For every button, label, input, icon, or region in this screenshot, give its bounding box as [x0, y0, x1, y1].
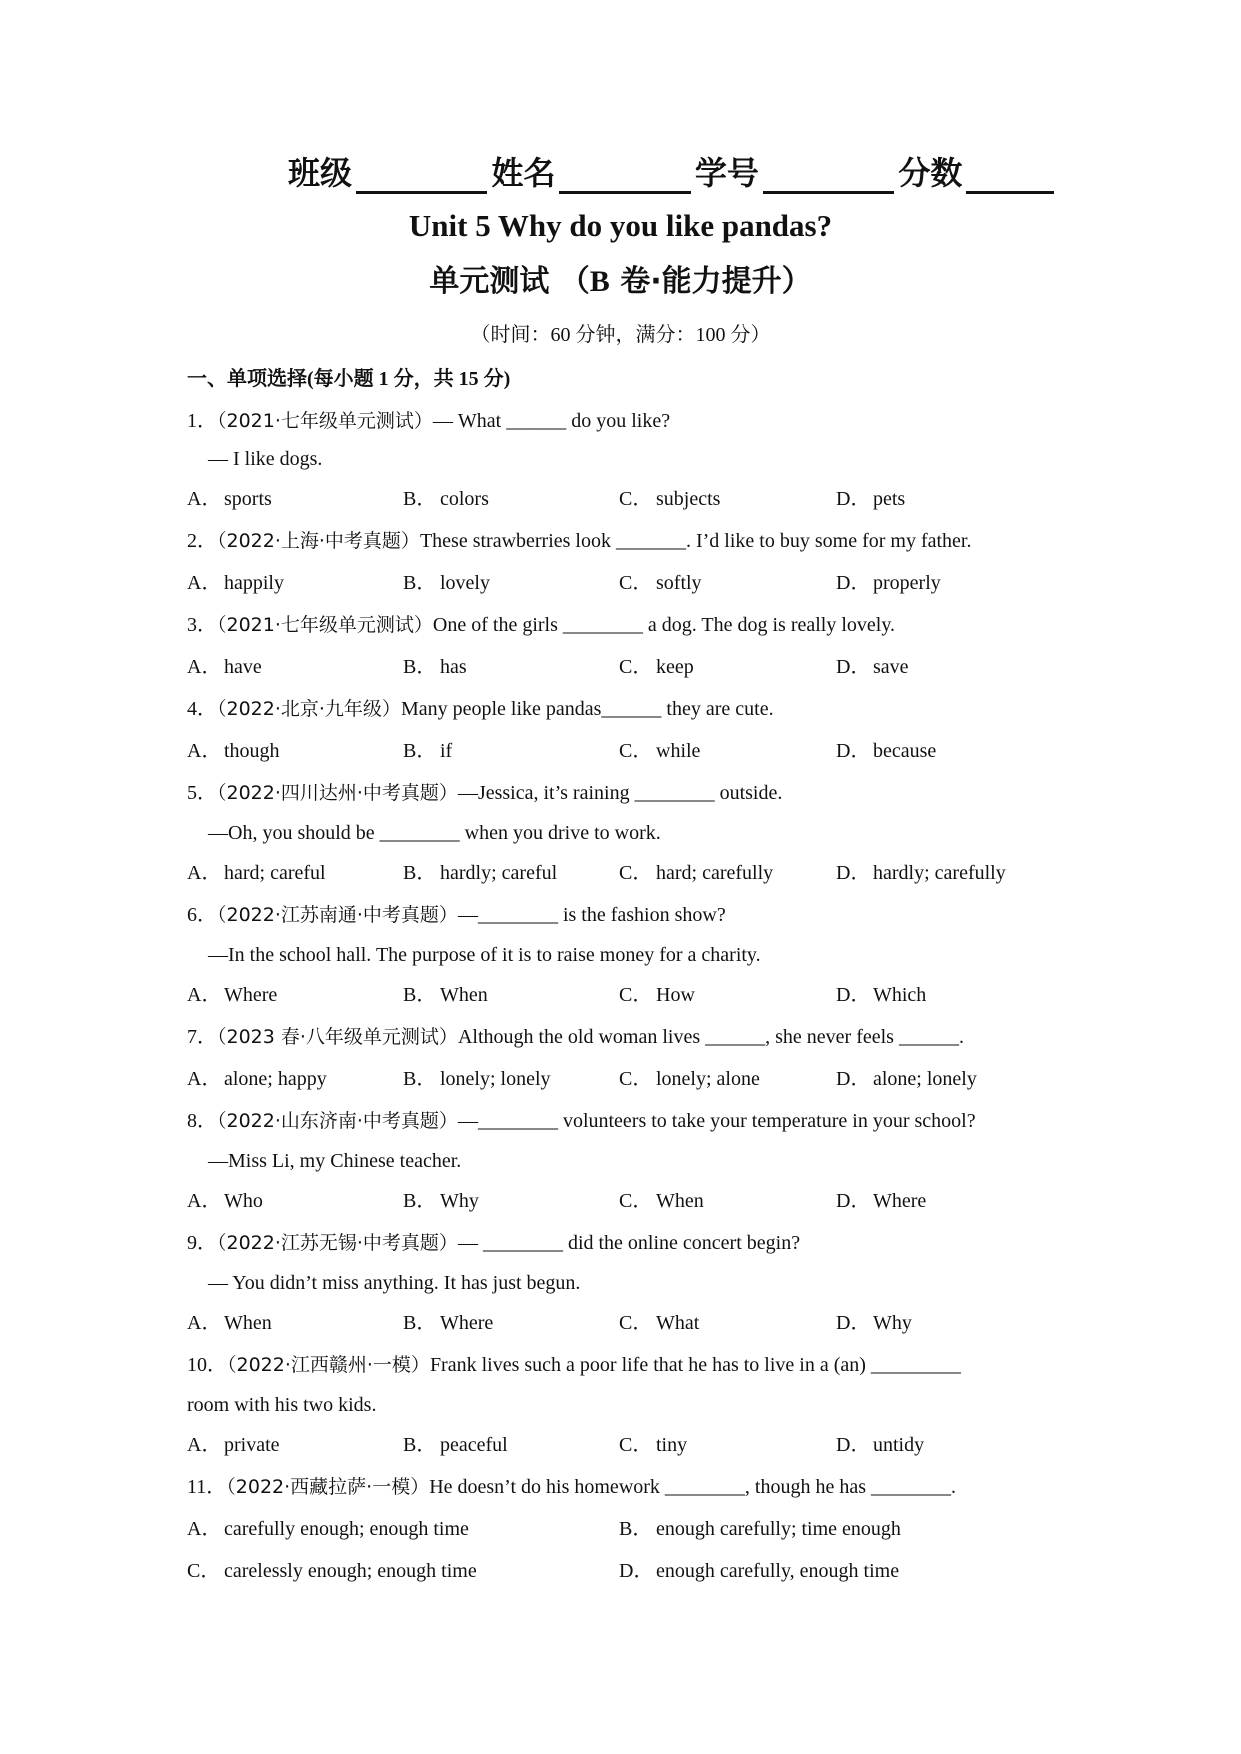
option-d[interactable]: D． Why	[836, 1312, 912, 1334]
option-a[interactable]: A． private	[187, 1434, 280, 1456]
option-a[interactable]: A． hard; careful	[187, 862, 326, 884]
option-d[interactable]: D． untidy	[836, 1434, 925, 1456]
student-id-label: 学号	[694, 154, 759, 192]
option-b[interactable]: B． lonely; lonely	[403, 1068, 551, 1090]
q-source: （2022·北京·九年级）	[217, 698, 401, 720]
question-4-options	[187, 736, 1087, 766]
option-a[interactable]: A． happily	[187, 572, 284, 594]
q-source: （2022·江苏南通·中考真题）	[217, 904, 458, 926]
option-c[interactable]: C． softly	[619, 572, 702, 594]
question-2-options	[187, 568, 1087, 598]
option-a[interactable]: A． Who	[187, 1190, 263, 1212]
subtitle-part-2: B	[589, 265, 610, 298]
q-text: Many people like pandas______ they are cute.	[400, 698, 774, 720]
q-text: — What ______ do you like?	[432, 410, 671, 432]
option-c[interactable]: C． subjects	[619, 488, 721, 510]
q-num: 5．	[187, 782, 217, 804]
q-num: 6．	[187, 904, 217, 926]
q-text: Although the old woman lives ______, she never feels ______.	[457, 1026, 964, 1048]
question-10-options	[187, 1430, 1087, 1460]
question-1-options	[187, 484, 1087, 514]
q-num: 7．	[187, 1026, 217, 1048]
q-source: （2021·七年级单元测试）	[217, 410, 433, 432]
q-num: 2．	[187, 530, 217, 552]
option-d[interactable]: D． because	[836, 740, 937, 762]
option-a[interactable]: A． Where	[187, 984, 278, 1006]
question-9-reply: — You didn’t miss anything. It has just begun.	[208, 1272, 581, 1294]
question-3-options	[187, 652, 1087, 682]
q-text: —Jessica, it’s raining ________ outside.	[457, 782, 783, 804]
option-d[interactable]: D． alone; lonely	[836, 1068, 977, 1090]
option-d[interactable]: D． hardly; carefully	[836, 862, 1006, 884]
question-9-stem	[187, 1228, 800, 1258]
option-b[interactable]: B． if	[403, 740, 453, 762]
unit-title: Unit 5 Why do you like pandas?	[408, 208, 833, 243]
q-num: 3．	[187, 614, 217, 636]
class-blank[interactable]	[356, 161, 487, 194]
time-info: （时间：60 分钟，满分：100 分）	[470, 324, 771, 346]
option-b[interactable]: B． enough carefully; time enough	[619, 1518, 901, 1540]
question-5-options	[187, 858, 1087, 888]
subtitle-part-3: 卷·能力提升）	[620, 264, 812, 299]
q-source: （2022·江苏无锡·中考真题）	[217, 1232, 458, 1254]
option-a[interactable]: A． sports	[187, 488, 272, 510]
option-c[interactable]: C． lonely; alone	[619, 1068, 760, 1090]
option-c[interactable]: C． tiny	[619, 1434, 688, 1456]
option-d[interactable]: D． enough carefully, enough time	[619, 1560, 900, 1582]
question-8-options	[187, 1186, 1087, 1216]
question-7-stem	[187, 1022, 964, 1052]
q-source: （2023 春·八年级单元测试）	[217, 1026, 458, 1048]
option-b[interactable]: B． When	[403, 984, 488, 1006]
option-a[interactable]: A． alone; happy	[187, 1068, 327, 1090]
question-8-reply: —Miss Li, my Chinese teacher.	[208, 1150, 462, 1172]
question-2-stem	[187, 526, 971, 556]
q-source: （2021·七年级单元测试）	[217, 614, 433, 636]
option-d[interactable]: D． Which	[836, 984, 927, 1006]
student-id-blank[interactable]	[763, 161, 894, 194]
option-b[interactable]: B． Why	[403, 1190, 479, 1212]
name-blank[interactable]	[559, 161, 690, 194]
q-num: 9．	[187, 1232, 217, 1254]
option-c[interactable]: C． How	[619, 984, 695, 1006]
option-c[interactable]: C． keep	[619, 656, 694, 678]
question-11-stem	[187, 1472, 956, 1502]
option-d[interactable]: D． properly	[836, 572, 941, 594]
option-c[interactable]: C． When	[619, 1190, 704, 1212]
question-7-options	[187, 1064, 1087, 1094]
q-num: 1．	[187, 410, 217, 432]
option-d[interactable]: D． Where	[836, 1190, 927, 1212]
option-d[interactable]: D． pets	[836, 488, 906, 510]
test-subtitle	[0, 262, 1241, 302]
option-a[interactable]: A． have	[187, 656, 262, 678]
score-blank[interactable]	[966, 161, 1054, 194]
q-text: —________ volunteers to take your temperature in your school?	[457, 1110, 976, 1132]
q-source: （2022·西藏拉萨·一模）	[226, 1476, 430, 1498]
question-3-stem	[187, 610, 895, 640]
option-c[interactable]: C． while	[619, 740, 701, 762]
question-6-options	[187, 980, 1087, 1010]
q-text: These strawberries look _______. I’d like to buy some for my father.	[419, 530, 972, 552]
question-10-stem-continued: room with his two kids.	[187, 1394, 377, 1416]
question-1-reply: — I like dogs.	[208, 448, 323, 470]
subtitle-part-1: 单元测试 （	[429, 264, 590, 299]
question-11-options-row-1	[187, 1514, 1087, 1544]
q-source: （2022·山东济南·中考真题）	[217, 1110, 458, 1132]
option-b[interactable]: B． has	[403, 656, 467, 678]
q-num: 8．	[187, 1110, 217, 1132]
option-a[interactable]: A． carefully enough; enough time	[187, 1518, 469, 1540]
question-6-reply: —In the school hall. The purpose of it is to raise money for a charity.	[208, 944, 761, 966]
score-label: 分数	[898, 154, 963, 192]
option-b[interactable]: B． colors	[403, 488, 489, 510]
option-b[interactable]: B． Where	[403, 1312, 494, 1334]
option-c[interactable]: C． carelessly enough; enough time	[187, 1560, 477, 1582]
question-9-options	[187, 1308, 1087, 1338]
q-source: （2022·四川达州·中考真题）	[217, 782, 458, 804]
q-text: Frank lives such a poor life that he has to live in a (an) _________	[429, 1354, 961, 1376]
option-b[interactable]: B． lovely	[403, 572, 490, 594]
question-8-stem	[187, 1106, 976, 1136]
question-5-reply: —Oh, you should be ________ when you drive to work.	[208, 822, 661, 844]
option-c[interactable]: C． What	[619, 1312, 700, 1334]
q-text: —________ is the fashion show?	[457, 904, 726, 926]
q-text: One of the girls ________ a dog. The dog is really lovely.	[432, 614, 896, 636]
question-11-options-row-2	[187, 1556, 1087, 1586]
q-text: — ________ did the online concert begin?	[457, 1232, 801, 1254]
option-d[interactable]: D． save	[836, 656, 909, 678]
question-10-stem	[187, 1350, 961, 1380]
question-1-stem	[187, 406, 670, 436]
q-num: 4．	[187, 698, 217, 720]
student-info-line	[288, 150, 1058, 194]
q-text: He doesn’t do his homework ________, though he has ________.	[429, 1476, 957, 1498]
section-title: 一、单项选择(每小题 1 分，共 15 分)	[187, 368, 511, 390]
option-b[interactable]: B． peaceful	[403, 1434, 508, 1456]
class-label: 班级	[288, 154, 353, 192]
q-num: 11．	[187, 1476, 227, 1498]
option-a[interactable]: A． When	[187, 1312, 272, 1334]
option-b[interactable]: B． hardly; careful	[403, 862, 558, 884]
q-source: （2022·江西赣州·一模）	[227, 1354, 430, 1376]
q-source: （2022·上海·中考真题）	[217, 530, 420, 552]
option-a[interactable]: A． though	[187, 740, 280, 762]
question-6-stem	[187, 900, 726, 930]
question-4-stem	[187, 694, 774, 724]
q-num: 10．	[187, 1354, 227, 1376]
question-5-stem	[187, 778, 782, 808]
name-label: 姓名	[491, 154, 556, 192]
option-c[interactable]: C． hard; carefully	[619, 862, 774, 884]
